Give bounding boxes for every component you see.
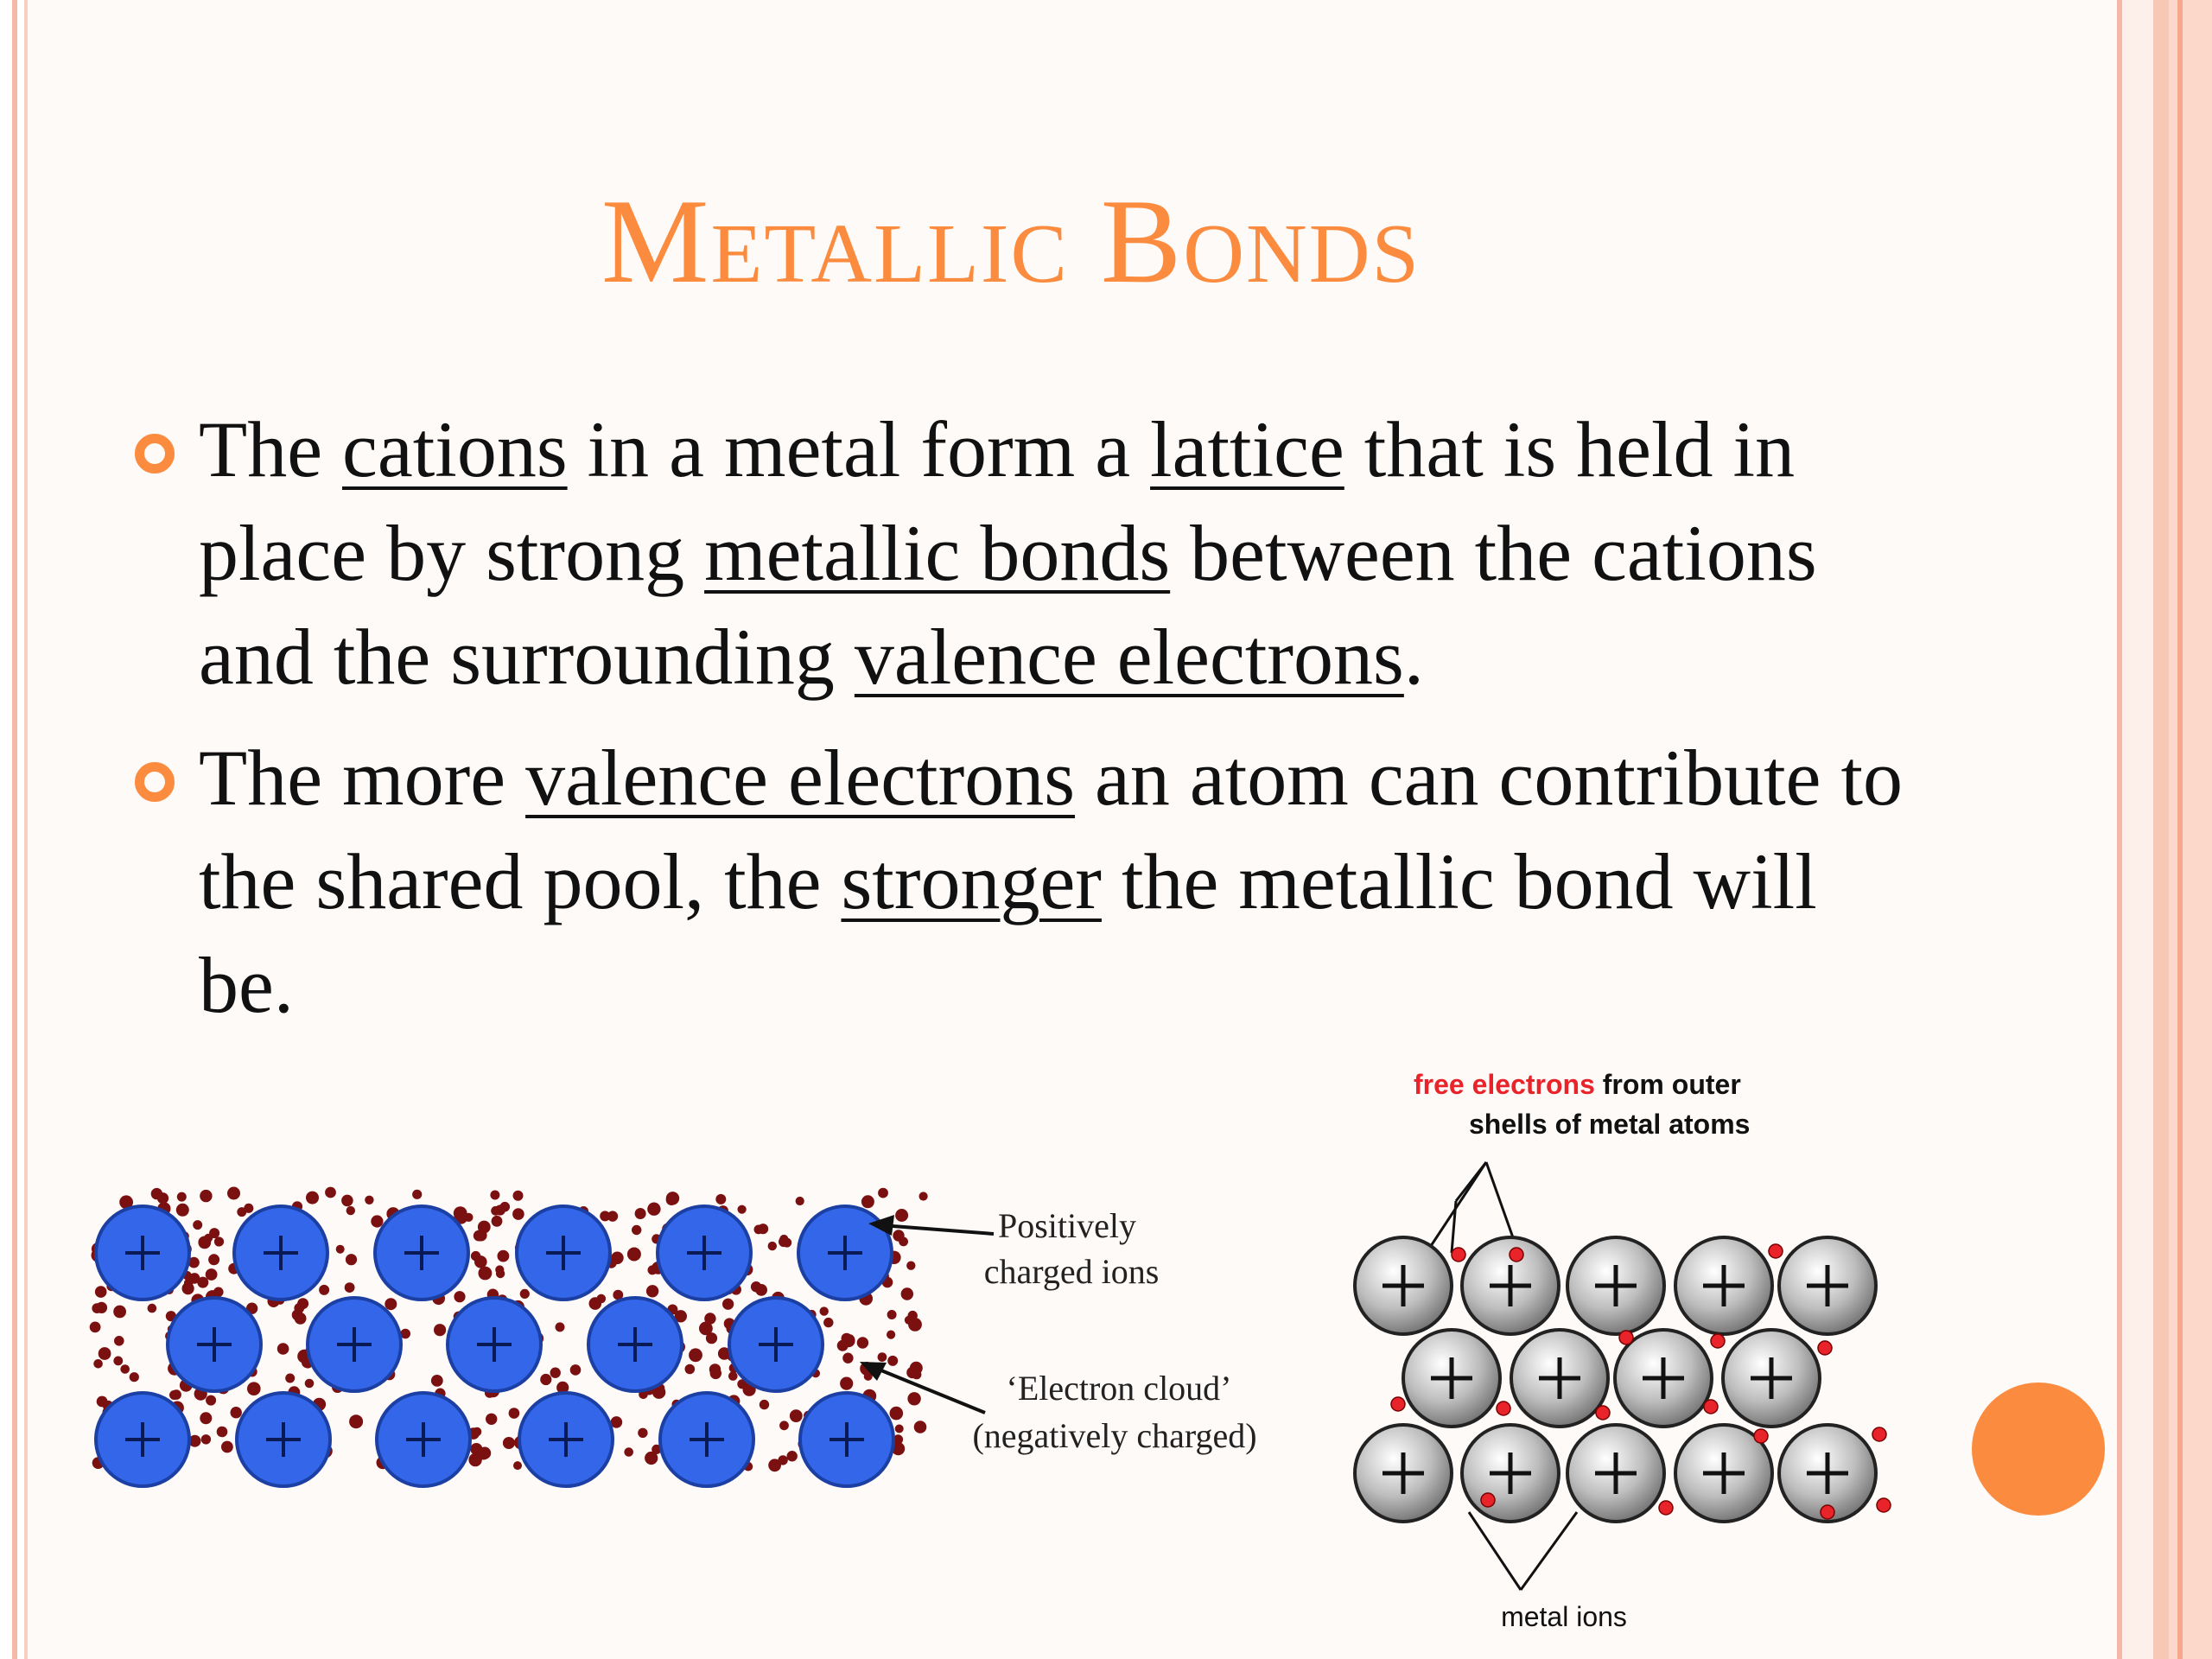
free-electron-dot bbox=[1619, 1331, 1633, 1344]
electron-dot bbox=[840, 1377, 853, 1390]
electron-dot bbox=[277, 1343, 289, 1355]
bullet-text: the metallic bond will be. bbox=[199, 837, 1817, 1029]
electron-dot bbox=[434, 1324, 446, 1336]
electron-dot bbox=[193, 1220, 202, 1230]
bullet-text: an atom can contribute to the shared pool, the bbox=[199, 734, 1904, 925]
electron-dot bbox=[796, 1197, 804, 1205]
free-electron-dot bbox=[1704, 1400, 1718, 1414]
metal-ions bbox=[1355, 1237, 1876, 1522]
electron-dot bbox=[491, 1206, 500, 1216]
electron-dot bbox=[206, 1395, 216, 1406]
electron-dot bbox=[213, 1287, 224, 1298]
free-electron-dot bbox=[1481, 1493, 1495, 1507]
electron-dot bbox=[550, 1368, 561, 1378]
free-electron-dot bbox=[1659, 1501, 1673, 1515]
electron-dot bbox=[512, 1208, 524, 1220]
free-electron-dot bbox=[1769, 1244, 1783, 1258]
slide-title: Metallic Bonds bbox=[601, 175, 1421, 308]
electron-dot bbox=[901, 1287, 913, 1300]
electron-dot bbox=[208, 1254, 219, 1265]
electron-dot bbox=[305, 1379, 315, 1389]
electron-dot bbox=[346, 1206, 355, 1215]
electron-dot bbox=[710, 1368, 721, 1379]
electron-dot bbox=[509, 1408, 520, 1419]
electron-dot bbox=[498, 1250, 510, 1262]
electron-sea-diagram bbox=[86, 1184, 1296, 1495]
bullet-list bbox=[199, 397, 1918, 1054]
electron-dot bbox=[857, 1337, 868, 1348]
free-electron-dot bbox=[1872, 1427, 1886, 1441]
electron-dot bbox=[231, 1407, 242, 1418]
electron-dot bbox=[755, 1284, 767, 1296]
electron-dot bbox=[148, 1304, 157, 1313]
electron-dot bbox=[685, 1364, 696, 1375]
electron-dot bbox=[513, 1191, 524, 1201]
electron-dot bbox=[782, 1238, 791, 1248]
electron-dot bbox=[319, 1285, 329, 1295]
electron-dot bbox=[206, 1268, 218, 1281]
bullet-text: . bbox=[1403, 613, 1424, 701]
electron-dot bbox=[570, 1364, 582, 1376]
electron-dot bbox=[198, 1236, 211, 1249]
electron-dot bbox=[779, 1421, 789, 1430]
bullet-text: The bbox=[199, 405, 343, 493]
right-border-stripe bbox=[2122, 0, 2153, 1659]
electron-dot bbox=[209, 1228, 219, 1238]
electron-dot bbox=[346, 1254, 357, 1265]
label-electron-cloud-2: (negatively charged) bbox=[972, 1416, 1257, 1455]
electron-dot bbox=[890, 1407, 904, 1421]
electron-dot bbox=[214, 1236, 224, 1246]
bullet-marker-icon bbox=[135, 762, 175, 802]
electron-dot bbox=[895, 1209, 908, 1222]
electron-dot bbox=[244, 1204, 253, 1213]
electron-dot bbox=[842, 1353, 853, 1363]
label-outer-1: from outer bbox=[1594, 1069, 1741, 1100]
free-electron-dot bbox=[1510, 1248, 1523, 1262]
electron-dot bbox=[632, 1225, 641, 1235]
electron-dot bbox=[758, 1224, 768, 1234]
label-free-electrons-red: free electrons bbox=[1414, 1069, 1595, 1100]
electron-dot bbox=[556, 1322, 565, 1332]
electron-dot bbox=[728, 1371, 738, 1381]
bullet-text: between the cations and the surrounding bbox=[199, 509, 1817, 701]
electron-dot bbox=[200, 1412, 212, 1424]
electron-dot bbox=[715, 1194, 726, 1205]
electron-dot bbox=[597, 1294, 607, 1304]
electron-dot bbox=[887, 1356, 898, 1366]
free-electron-dot bbox=[1754, 1429, 1768, 1443]
electron-dot bbox=[905, 1316, 913, 1325]
electron-dot bbox=[738, 1205, 747, 1214]
electron-dot bbox=[492, 1216, 503, 1227]
electron-dot bbox=[151, 1188, 162, 1199]
electron-dot bbox=[647, 1203, 660, 1216]
electron-dot bbox=[454, 1206, 467, 1220]
electron-dot bbox=[496, 1269, 505, 1278]
electron-dot bbox=[171, 1389, 181, 1400]
electron-dot bbox=[503, 1437, 515, 1449]
decorative-circle bbox=[1972, 1382, 2105, 1516]
electron-dot bbox=[90, 1322, 101, 1333]
electron-dot bbox=[113, 1357, 123, 1366]
electron-dot bbox=[227, 1187, 240, 1200]
electron-dot bbox=[722, 1299, 734, 1310]
electron-dot bbox=[349, 1414, 363, 1428]
electron-dot bbox=[182, 1282, 194, 1294]
electron-dot bbox=[336, 1245, 345, 1254]
electron-dot bbox=[842, 1334, 855, 1347]
electron-dot bbox=[285, 1374, 295, 1383]
electron-dot bbox=[114, 1336, 124, 1346]
electron-dot bbox=[861, 1195, 874, 1208]
electron-dot bbox=[130, 1372, 139, 1382]
electron-dot bbox=[540, 1374, 551, 1385]
electron-dot bbox=[306, 1192, 319, 1205]
bullet-marker-icon bbox=[135, 434, 175, 474]
electron-dot bbox=[919, 1192, 928, 1200]
electron-dot bbox=[878, 1188, 888, 1198]
underlined-term: metallic bonds bbox=[704, 509, 1171, 597]
electron-dot bbox=[431, 1375, 443, 1387]
electron-dot bbox=[699, 1322, 713, 1336]
electron-dot bbox=[624, 1447, 633, 1457]
electron-dot bbox=[93, 1359, 103, 1369]
electron-dot bbox=[520, 1289, 530, 1299]
electron-dot bbox=[113, 1306, 126, 1319]
electron-dot bbox=[471, 1251, 480, 1261]
electron-dot bbox=[906, 1262, 915, 1270]
label-outer-shells: shells of metal atoms bbox=[1469, 1109, 1751, 1140]
electron-dot bbox=[627, 1248, 641, 1262]
label-free-electrons bbox=[1414, 1069, 1741, 1100]
label-positive-ions-1: Positively bbox=[997, 1206, 1137, 1245]
electron-dot bbox=[294, 1303, 304, 1313]
electron-dot bbox=[907, 1392, 920, 1405]
free-electron-dot bbox=[1711, 1334, 1725, 1348]
electron-dot bbox=[906, 1367, 918, 1379]
underlined-term: valence electrons bbox=[525, 734, 1076, 822]
electron-dot bbox=[200, 1190, 212, 1202]
electron-dot bbox=[120, 1364, 130, 1374]
electron-dot bbox=[666, 1194, 677, 1205]
electron-dot bbox=[887, 1310, 897, 1319]
right-border-stripe bbox=[2153, 0, 2169, 1659]
bullet-item bbox=[199, 397, 1918, 709]
electron-dot bbox=[385, 1298, 397, 1310]
electron-dot bbox=[490, 1191, 499, 1200]
right-border-stripe bbox=[2177, 0, 2183, 1659]
electron-dot bbox=[176, 1204, 189, 1217]
electron-dot bbox=[611, 1252, 624, 1265]
electron-dot bbox=[895, 1425, 904, 1433]
electron-dot bbox=[790, 1409, 803, 1422]
electron-dot bbox=[760, 1400, 769, 1409]
electron-dot bbox=[878, 1352, 887, 1362]
electron-dot bbox=[92, 1303, 102, 1313]
electron-dot bbox=[689, 1348, 702, 1362]
label-electron-cloud-1: ‘Electron cloud’ bbox=[1006, 1369, 1232, 1408]
bullet-text: in a metal form a bbox=[567, 405, 1151, 493]
electron-dot bbox=[177, 1192, 187, 1202]
electron-dot bbox=[341, 1195, 353, 1207]
underlined-term: cations bbox=[342, 405, 568, 493]
electron-dot bbox=[454, 1291, 465, 1302]
label-metal-ions: metal ions bbox=[1501, 1601, 1627, 1632]
electron-dot bbox=[638, 1428, 647, 1438]
electron-dot bbox=[635, 1208, 646, 1219]
electron-dot bbox=[201, 1434, 211, 1444]
bullet-text: that is held in place by strong bbox=[199, 405, 1796, 597]
electron-dot bbox=[479, 1267, 493, 1281]
free-electron-dot bbox=[1497, 1402, 1510, 1415]
electron-dot bbox=[475, 1230, 487, 1242]
electron-dot bbox=[365, 1196, 373, 1205]
arrow-to-ion bbox=[868, 1215, 994, 1236]
electron-dot bbox=[247, 1382, 261, 1395]
electron-dot bbox=[99, 1347, 111, 1360]
electron-dot bbox=[820, 1306, 829, 1315]
electron-dot bbox=[95, 1286, 107, 1298]
pointer-lines-bottom bbox=[1469, 1512, 1577, 1590]
electron-dot bbox=[486, 1414, 497, 1425]
free-electron-dot bbox=[1391, 1397, 1405, 1411]
free-electron-dot bbox=[1596, 1406, 1610, 1420]
electron-dot bbox=[217, 1427, 228, 1438]
electron-dot bbox=[768, 1459, 781, 1471]
electron-dot bbox=[787, 1451, 798, 1461]
underlined-term: lattice bbox=[1150, 405, 1344, 493]
electron-dot bbox=[823, 1318, 833, 1327]
electron-dot bbox=[914, 1421, 927, 1433]
electron-dot bbox=[295, 1313, 307, 1325]
underlined-term: valence electrons bbox=[854, 613, 1404, 701]
electron-dot bbox=[513, 1461, 522, 1470]
electron-dot bbox=[345, 1282, 355, 1293]
electron-dot bbox=[768, 1242, 777, 1250]
electron-dot bbox=[371, 1215, 383, 1227]
electron-dot bbox=[600, 1211, 610, 1221]
label-positive-ions-2: charged ions bbox=[983, 1252, 1160, 1291]
metal-ions-diagram bbox=[1331, 1063, 1936, 1650]
electron-dot bbox=[412, 1190, 422, 1199]
electron-dot bbox=[479, 1450, 489, 1460]
free-electron-dot bbox=[1877, 1498, 1891, 1512]
electron-dot bbox=[646, 1285, 658, 1297]
free-electron-dot bbox=[1821, 1505, 1834, 1519]
free-electron-dot bbox=[1452, 1248, 1465, 1262]
free-electron-dot bbox=[1818, 1341, 1832, 1355]
electron-dot bbox=[473, 1427, 482, 1437]
right-border-stripe bbox=[2169, 0, 2212, 1659]
electron-dot bbox=[325, 1187, 336, 1198]
electron-dot bbox=[893, 1230, 904, 1241]
electron-dot bbox=[221, 1441, 233, 1453]
electron-dot bbox=[887, 1331, 895, 1339]
underlined-term: stronger bbox=[841, 837, 1102, 925]
bullet-text: The more bbox=[199, 734, 526, 822]
bullet-item bbox=[199, 726, 1918, 1037]
